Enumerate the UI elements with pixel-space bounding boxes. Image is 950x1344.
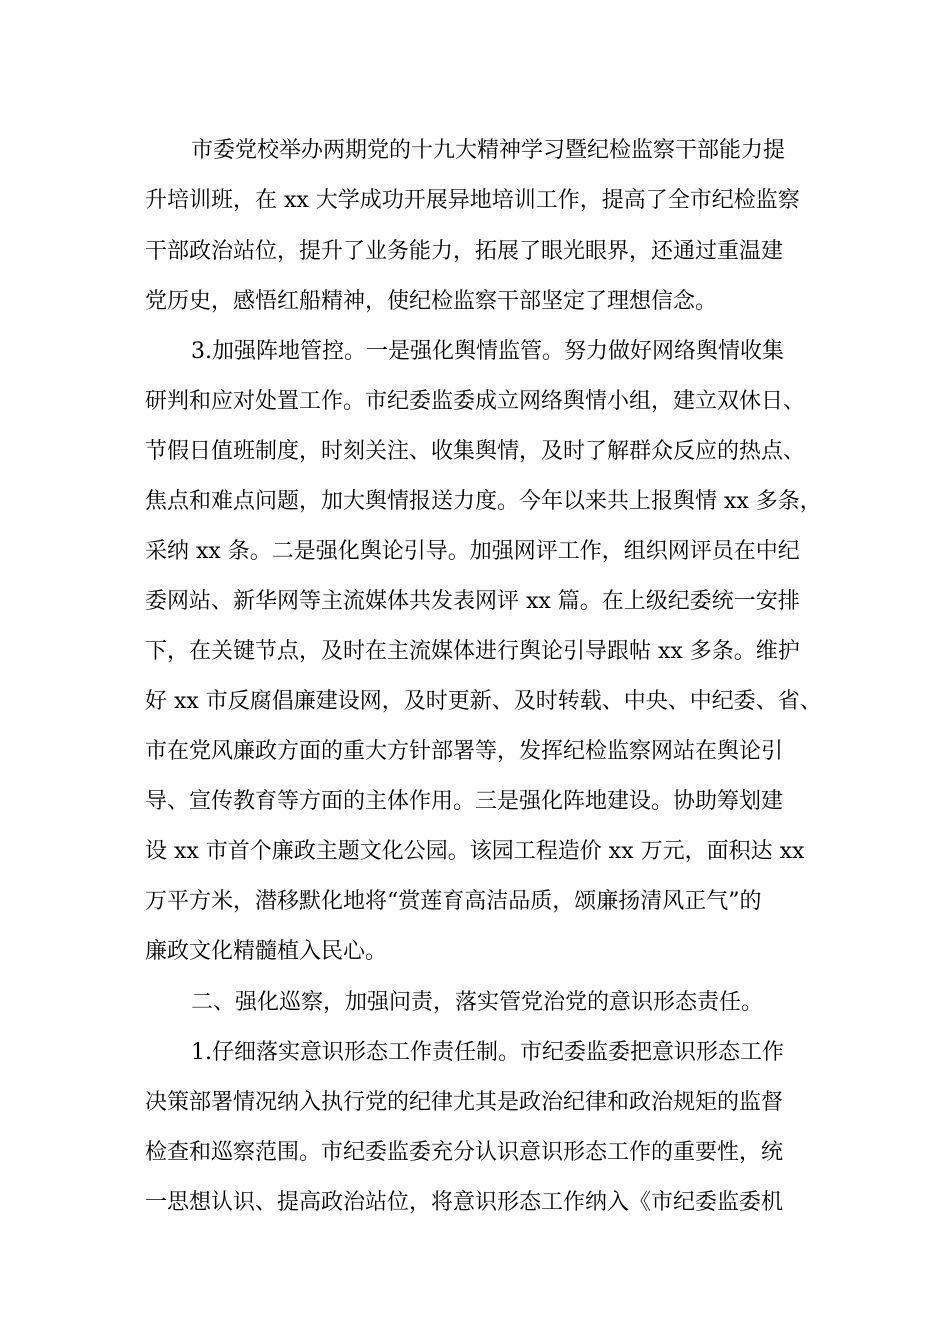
paragraph-line: 1.仔细落实意识形态工作责任制。市纪委监委把意识形态工作 [191, 1040, 784, 1065]
section-heading: 二、强化巡察，加强问责，落实管党治党的意识形态责任。 [191, 990, 764, 1015]
paragraph-line: 一思想认识、提高政治站位，将意识形态工作纳入《市纪委监委机 [145, 1190, 784, 1215]
paragraph-line: 市委党校举办两期党的十九大精神学习暨纪检监察干部能力提 [191, 138, 786, 163]
paragraph-line: 设 xx 市首个廉政主题文化公园。该园工程造价 xx 万元，面积达 xx [145, 839, 805, 864]
paragraph-line: 检查和巡察范围。市纪委监委充分认识意识形态工作的重要性，统 [145, 1140, 784, 1165]
paragraph-line: 万平方米，潜移默化地将“赏莲育高洁品质，颂廉扬清风正气”的 [145, 889, 762, 914]
paragraph-line: 节假日值班制度，时刻关注、收集舆情，及时了解群众反应的热点、 [145, 439, 806, 464]
paragraph-line: 委网站、新华网等主流媒体共发表网评 xx 篇。在上级纪委统一安排 [145, 589, 800, 614]
paragraph-line: 下，在关键节点，及时在主流媒体进行舆论引导跟帖 xx 多条。维护 [145, 639, 800, 664]
paragraph-line: 党历史，感悟红船精神，使纪检监察干部坚定了理想信念。 [145, 289, 718, 314]
paragraph-line: 干部政治站位，提升了业务能力，拓展了眼光眼界，还通过重温建 [145, 239, 784, 264]
paragraph-line: 采纳 xx 条。二是强化舆论引导。加强网评工作，组织网评员在中纪 [145, 539, 800, 564]
paragraph-line: 好 xx 市反腐倡廉建设网，及时更新、及时转载、中央、中纪委、省、 [145, 689, 822, 714]
paragraph-line: 升培训班，在 xx 大学成功开展异地培训工作，提高了全市纪检监察 [145, 188, 800, 213]
paragraph-line: 3.加强阵地管控。一是强化舆情监管。努力做好网络舆情收集 [191, 339, 784, 364]
paragraph-line: 廉政文化精髓植入民心。 [145, 939, 388, 964]
paragraph-line: 导、宣传教育等方面的主体作用。三是强化阵地建设。协助筹划建 [145, 789, 784, 814]
paragraph-line: 市在党风廉政方面的重大方针部署等，发挥纪检监察网站在舆论引 [145, 739, 784, 764]
paragraph-line: 焦点和难点问题，加大舆情报送力度。今年以来共上报舆情 xx 多条， [145, 489, 822, 514]
paragraph-line: 研判和应对处置工作。市纪委监委成立网络舆情小组，建立双休日、 [145, 389, 806, 414]
paragraph-line: 决策部署情况纳入执行党的纪律尤其是政治纪律和政治规矩的监督 [145, 1090, 784, 1115]
